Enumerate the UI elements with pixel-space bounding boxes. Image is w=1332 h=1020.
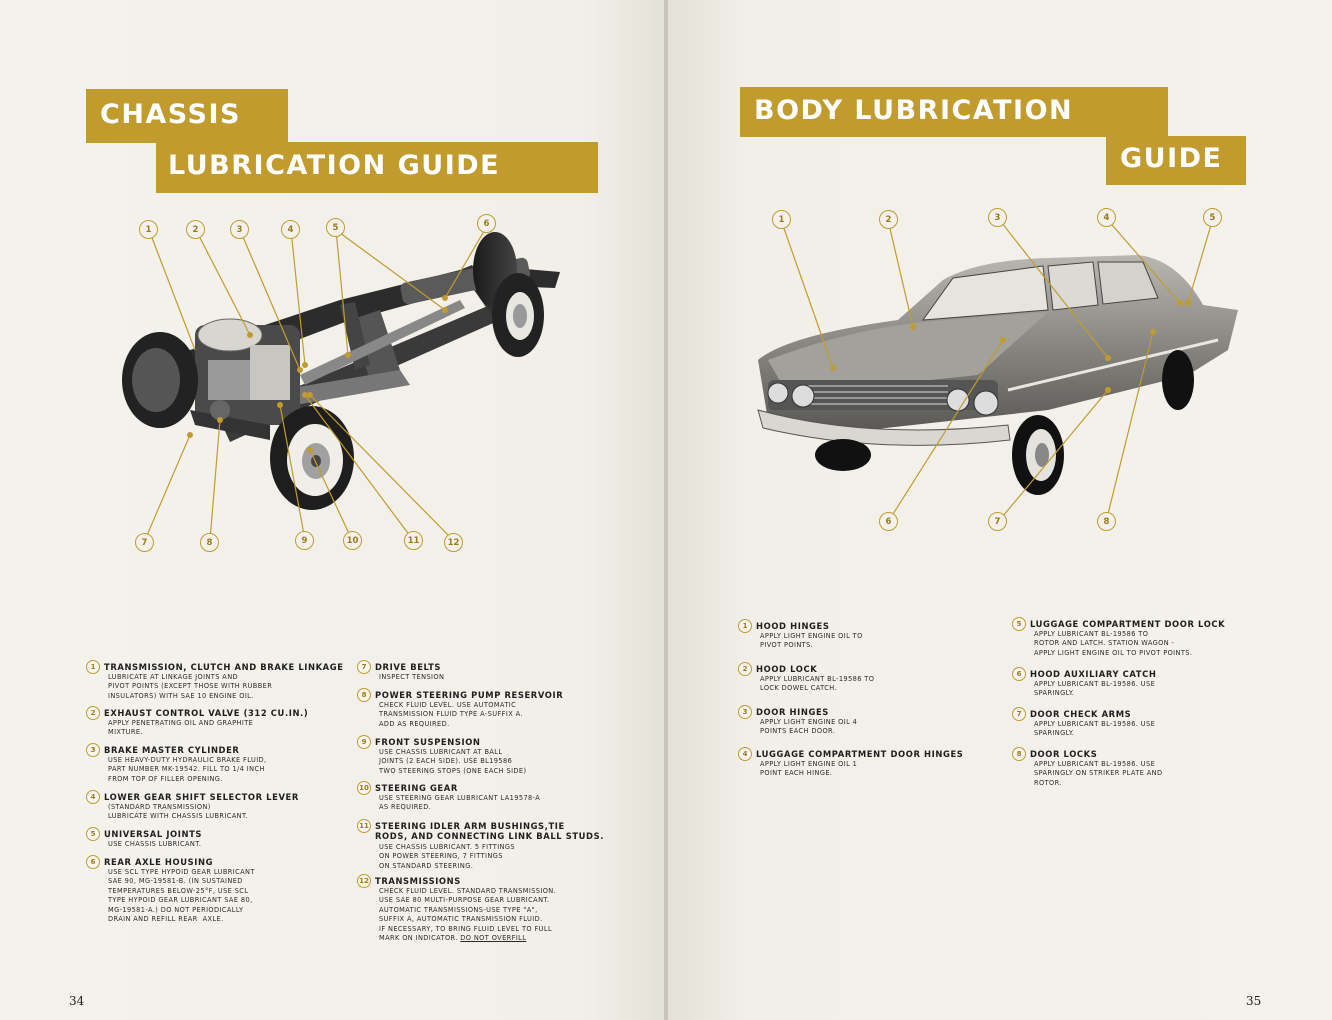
item-number: 7 <box>1012 707 1026 721</box>
chassis-callout-3: 3 <box>230 220 249 239</box>
item-number: 4 <box>738 747 752 761</box>
item-body: (STANDARD TRANSMISSION) LUBRICATE WITH CHASSIS LUBRICANT. <box>108 803 249 821</box>
item-title: HOOD HINGES <box>756 621 830 631</box>
item-title: LUGGAGE COMPARTMENT DOOR HINGES <box>756 749 964 759</box>
body-callout-1: 1 <box>772 210 791 229</box>
item-number: 8 <box>357 688 371 702</box>
item-number: 3 <box>86 743 100 757</box>
item-title: TRANSMISSIONS <box>375 876 461 886</box>
chassis-callout-8: 8 <box>200 533 219 552</box>
body-callout-6: 6 <box>879 512 898 531</box>
body-callout-3: 3 <box>988 208 1007 227</box>
item-title: HOOD LOCK <box>756 664 818 674</box>
item-body: USE SCL TYPE HYPOID GEAR LUBRICANT SAE 90, MG-19581-B. (IN SUSTAINED TEMPERATURES BELOW-25°F, USE SCL TYPE HYPOID GEAR LUBRICANT SAE 80, MG-19581-A.) DO NOT PERIODICALLY DRAIN AND REFILL REAR AXLE. <box>108 868 255 924</box>
chassis-callout-9: 9 <box>295 531 314 550</box>
item-body: LUBRICATE AT LINKAGE JOINTS AND PIVOT POINTS (EXCEPT THOSE WITH RUBBER INSULATORS) WITH SAE 10 ENGINE OIL. <box>108 673 273 700</box>
item-title: STEERING GEAR <box>375 783 458 793</box>
item-body <box>379 887 556 943</box>
item-title: LUGGAGE COMPARTMENT DOOR LOCK <box>1030 619 1226 629</box>
item-number: 5 <box>86 827 100 841</box>
body-title-line2: GUIDE <box>1106 136 1246 185</box>
item-number: 10 <box>357 781 371 795</box>
item-title: LOWER GEAR SHIFT SELECTOR LEVER <box>104 792 299 802</box>
body-callout-4: 4 <box>1097 208 1116 227</box>
body-callout-2: 2 <box>879 210 898 229</box>
item-number: 11 <box>357 819 371 833</box>
item-body: APPLY LUBRICANT BL-19586 TO ROTOR AND LATCH. STATION WAGON - APPLY LIGHT ENGINE OIL TO PIVOT POINTS. <box>1034 630 1193 657</box>
item-number: 8 <box>1012 747 1026 761</box>
item-title: EXHAUST CONTROL VALVE (312 CU.IN.) <box>104 708 309 718</box>
item-number: 9 <box>357 735 371 749</box>
chassis-callout-5: 5 <box>326 218 345 237</box>
item-number: 5 <box>1012 617 1026 631</box>
item-body: APPLY LIGHT ENGINE OIL TO PIVOT POINTS. <box>760 632 863 650</box>
item-title: DOOR LOCKS <box>1030 749 1098 759</box>
item-title: DRIVE BELTS <box>375 662 442 672</box>
item-body: USE CHASSIS LUBRICANT. 5 FITTINGS ON POWER STEERING, 7 FITTINGS ON STANDARD STEERING. <box>379 843 515 870</box>
car-illustration <box>748 200 1268 540</box>
body-callout-5: 5 <box>1203 208 1222 227</box>
item-title: DOOR CHECK ARMS <box>1030 709 1132 719</box>
item-body: APPLY LUBRICANT BL-19586. USE SPARINGLY. <box>1034 680 1156 698</box>
item-title: STEERING IDLER ARM BUSHINGS,TIE RODS, AND CONNECTING LINK BALL STUDS. <box>375 821 605 841</box>
item-number: 12 <box>357 874 371 888</box>
item-number: 6 <box>86 855 100 869</box>
item-body: USE STEERING GEAR LUBRICANT LA19578-A AS REQUIRED. <box>379 794 541 812</box>
item-body: USE CHASSIS LUBRICANT AT BALL JOINTS (2 EACH SIDE). USE BL19586 TWO STEERING STOPS (ONE EACH SIDE) <box>379 748 527 775</box>
item-body-text: CHECK FLUID LEVEL. STANDARD TRANSMISSION. USE SAE 80 MULTI-PURPOSE GEAR LUBRICANT. AUTOMATIC TRANSMISSIONS-USE TYPE "A", SUFFIX A, AUTOMATIC TRANSMISSION FLUID. IF NECESSARY, TO BRING FLUID LEVEL TO FULL MARK ON INDICATOR. <box>379 887 557 943</box>
item-title: TRANSMISSION, CLUTCH AND BRAKE LINKAGE <box>104 662 344 672</box>
chassis-callout-4: 4 <box>281 220 300 239</box>
chassis-callout-12: 12 <box>444 533 463 552</box>
chassis-callout-1: 1 <box>139 220 158 239</box>
do-not-overfill-text: DO NOT OVERFILL <box>460 934 527 943</box>
item-title: UNIVERSAL JOINTS <box>104 829 203 839</box>
item-number: 1 <box>738 619 752 633</box>
item-number: 2 <box>86 706 100 720</box>
item-body: USE CHASSIS LUBRICANT. <box>108 840 202 848</box>
item-body: CHECK FLUID LEVEL. USE AUTOMATIC TRANSMISSION FLUID TYPE A-SUFFIX A. ADD AS REQUIRED. <box>379 701 523 728</box>
chassis-illustration <box>100 210 600 560</box>
item-title: BRAKE MASTER CYLINDER <box>104 745 240 755</box>
item-body: APPLY PENETRATING OIL AND GRAPHITE MIXTURE. <box>108 719 254 737</box>
page-number-left: 34 <box>69 994 85 1008</box>
item-title: REAR AXLE HOUSING <box>104 857 214 867</box>
item-body: APPLY LUBRICANT BL-19586. USE SPARINGLY ON STRIKER PLATE AND ROTOR. <box>1034 760 1163 787</box>
item-title: HOOD AUXILIARY CATCH <box>1030 669 1157 679</box>
body-title-line1: BODY LUBRICATION <box>740 87 1168 137</box>
chassis-title-line1: CHASSIS <box>86 89 288 143</box>
right-page <box>668 0 1332 1020</box>
item-body: APPLY LIGHT ENGINE OIL 4 POINTS EACH DOOR. <box>760 718 858 736</box>
item-number: 1 <box>86 660 100 674</box>
chassis-title-line2: LUBRICATION GUIDE <box>156 142 598 193</box>
item-body: APPLY LIGHT ENGINE OIL 1 POINT EACH HINGE. <box>760 760 858 778</box>
item-number: 4 <box>86 790 100 804</box>
item-body: USE HEAVY-DUTY HYDRAULIC BRAKE FLUID, PART NUMBER MK-19542. FILL TO 1/4 INCH FROM TOP OF FILLER OPENING. <box>108 756 267 783</box>
body-callout-8: 8 <box>1097 512 1116 531</box>
item-number: 7 <box>357 660 371 674</box>
page-number-right: 35 <box>1246 994 1262 1008</box>
item-body: APPLY LUBRICANT BL-19586 TO LOCK DOWEL CATCH. <box>760 675 875 693</box>
chassis-callout-11: 11 <box>404 531 423 550</box>
item-body: APPLY LUBRICANT BL-19586. USE SPARINGLY. <box>1034 720 1156 738</box>
chassis-callout-6: 6 <box>477 214 496 233</box>
item-number: 2 <box>738 662 752 676</box>
item-number: 6 <box>1012 667 1026 681</box>
left-page <box>0 0 664 1020</box>
body-callout-7: 7 <box>988 512 1007 531</box>
item-body: INSPECT TENSION <box>379 673 445 681</box>
item-title: DOOR HINGES <box>756 707 829 717</box>
item-title: FRONT SUSPENSION <box>375 737 481 747</box>
chassis-callout-7: 7 <box>135 533 154 552</box>
item-title: POWER STEERING PUMP RESERVOIR <box>375 690 564 700</box>
chassis-callout-10: 10 <box>343 531 362 550</box>
chassis-callout-2: 2 <box>186 220 205 239</box>
item-number: 3 <box>738 705 752 719</box>
